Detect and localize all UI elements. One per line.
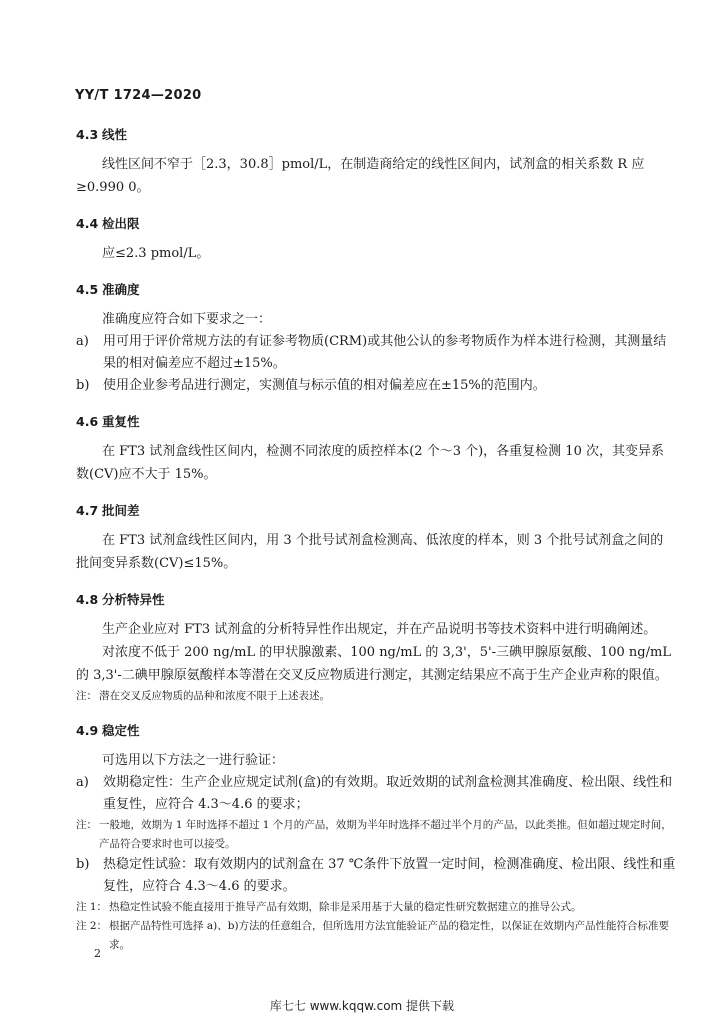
note-text: 一般地，效期为 1 年时选择不超过 1 个月的产品，效期为半年时选择不超过半个月的产品，以此类推。但如超过规定时间，产品符合要求时也可以接受。 [99, 819, 672, 850]
section-title: 分析特异性 [102, 592, 165, 607]
list-item-label: b) [76, 378, 90, 393]
paragraph: 生产企业应对 FT3 试剂盒的分析特异性作出规定，并在产品说明书等技术资料中进行明确阐述。 [102, 622, 657, 637]
section-heading [76, 279, 676, 301]
section-4-3 [76, 124, 676, 199]
note-label: 注 1： [76, 901, 108, 913]
list-item-text: 效期稳定性：生产企业应规定试剂(盒)的有效期。取近效期的试剂盒检测其准确度、检出限、线性和重复性，应符合 4.3～4.6 的要求； [103, 775, 673, 812]
section-heading [76, 720, 676, 742]
section-number: 4.6 [76, 414, 99, 429]
page-number: 2 [94, 947, 101, 960]
paragraph: 在 FT3 试剂盒线性区间内，用 3 个批号试剂盒检测高、低浓度的样本，则 3 个批号试剂盒之间的批间变异系数(CV)≤15%。 [76, 533, 664, 571]
section-4-6 [76, 411, 676, 486]
download-footer: 库七七 www.kqqw.com 提供下载 [269, 999, 455, 1013]
section-heading [76, 124, 676, 146]
list-item-text: 用可用于评价常规方法的有证参考物质(CRM)或其他公认的参考物质作为样本进行检测，其测量结果的相对偏差应不超过±15%。 [103, 334, 667, 371]
section-number: 4.4 [76, 216, 99, 231]
note-text: 潜在交叉反应物质的品种和浓度不限于上述表述。 [99, 690, 330, 702]
section-heading [76, 589, 676, 611]
section-heading [76, 213, 676, 235]
note [76, 816, 676, 854]
list-item [76, 375, 676, 397]
note [76, 687, 676, 706]
list-item-text: 使用企业参考品进行测定，实测值与标示值的相对偏差应在±15%的范围内。 [103, 378, 546, 393]
section-title: 线性 [102, 127, 128, 142]
note-label: 注： [76, 819, 97, 831]
paragraph: 在 FT3 试剂盒线性区间内，检测不同浓度的质控样本(2 个～3 个)，各重复检测 10 次，其变异系数(CV)应不大于 15%。 [76, 444, 664, 482]
section-number: 4.3 [76, 127, 99, 142]
paragraph: 应≤2.3 pmol/L。 [102, 246, 210, 261]
list-item [76, 772, 676, 816]
section-title: 批间差 [102, 503, 140, 518]
paragraph: 准确度应符合如下要求之一： [102, 312, 272, 327]
section-number: 4.5 [76, 282, 99, 297]
list-item [76, 331, 676, 375]
document-body [76, 124, 676, 955]
note-2 [76, 917, 676, 955]
paragraph: 可选用以下方法之一进行验证： [102, 753, 285, 768]
section-4-7 [76, 500, 676, 575]
list-item-text: 热稳定性试验：取有效期内的试剂盒在 37 ℃条件下放置一定时间，检测准确度、检出限、线性和重复性，应符合 4.3～4.6 的要求。 [103, 857, 676, 894]
list-item [76, 854, 676, 898]
list-item-label: a) [76, 334, 89, 349]
note-text: 热稳定性试验不能直接用于推导产品有效期，除非是采用基于大量的稳定性研究数据建立的推导公式。 [109, 901, 582, 913]
section-number: 4.9 [76, 723, 99, 738]
section-title: 准确度 [102, 282, 140, 297]
section-heading [76, 500, 676, 522]
paragraph: 对浓度不低于 200 ng/mL 的甲状腺激素、100 ng/mL 的 3,3'，5'-三碘甲腺原氨酸、100 ng/mL 的 3,3'-二碘甲腺原氨酸样本等潜在交叉反应物质进行测定，其测定结果应不高于生产企业声称的限值。 [76, 645, 671, 683]
note-text: 根据产品特性可选择 a)、b)方法的任意组合，但所选用方法宜能验证产品的稳定性，以保证在效期内产品性能符合标准要求。 [109, 920, 670, 951]
section-4-9 [76, 720, 676, 955]
section-title: 稳定性 [102, 723, 140, 738]
section-4-5 [76, 279, 676, 397]
list-item-label: a) [76, 775, 89, 790]
list-item-label: b) [76, 857, 90, 872]
note-label: 注 2： [76, 920, 108, 932]
section-4-4 [76, 213, 676, 265]
section-number: 4.7 [76, 503, 99, 518]
note-1 [76, 898, 676, 917]
section-title: 重复性 [102, 414, 140, 429]
section-heading [76, 411, 676, 433]
document-id: YY/T 1724—2020 [75, 88, 202, 103]
section-title: 检出限 [102, 216, 140, 231]
note-label: 注： [76, 690, 97, 702]
section-4-8 [76, 589, 676, 706]
section-number: 4.8 [76, 592, 99, 607]
paragraph: 线性区间不窄于［2.3，30.8］pmol/L，在制造商给定的线性区间内，试剂盒的相关系数 R 应≥0.990 0。 [76, 157, 645, 195]
